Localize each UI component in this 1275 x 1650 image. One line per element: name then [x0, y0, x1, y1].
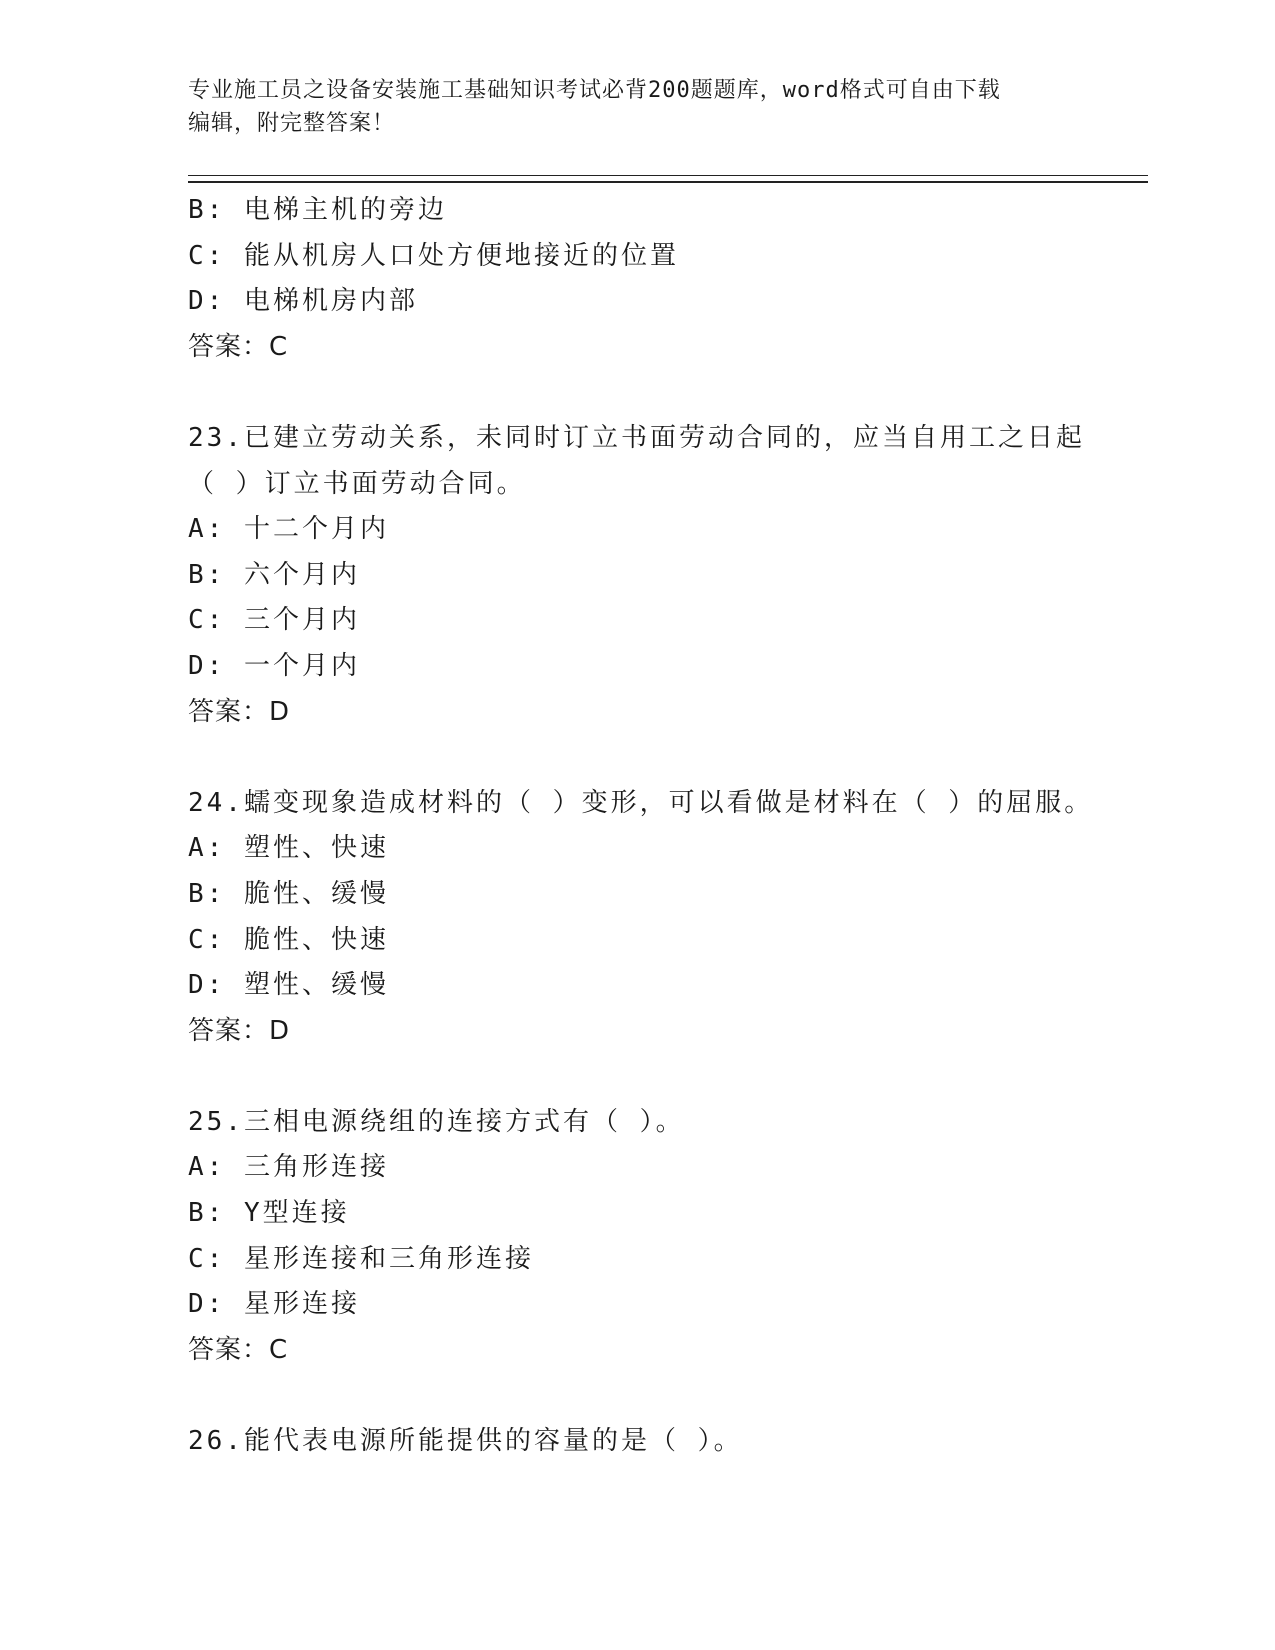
question-block-25: [188, 1100, 1108, 1374]
document-header: [188, 74, 1088, 140]
question-block-24: [188, 781, 1108, 1055]
option-d: D: 塑性、缓慢: [188, 970, 389, 1001]
option-b: B: 脆性、缓慢: [188, 878, 389, 909]
option-d: D: 电梯机房内部: [188, 286, 418, 317]
answer-line: 答案：D: [188, 696, 291, 727]
question-block-23: [188, 416, 1108, 735]
question-spacer: [188, 370, 1108, 416]
question-stem: 26.能代表电源所能提供的容量的是（ ）。: [188, 1426, 743, 1457]
answer-line: 答案：D: [188, 1015, 291, 1046]
answer-line: 答案：C: [188, 1334, 289, 1365]
option-a: A: 塑性、快速: [188, 833, 389, 864]
option-c: C: 能从机房人口处方便地接近的位置: [188, 240, 679, 271]
header-line-2: 编辑，附完整答案！: [188, 111, 396, 136]
question-stem-continued: （ ）订立书面劳动合同。: [188, 468, 526, 499]
option-a: A: 十二个月内: [188, 514, 389, 545]
question-stem: 23.已建立劳动关系，未同时订立书面劳动合同的，应当自用工之日起: [188, 422, 1085, 453]
option-a: A: 三角形连接: [188, 1152, 389, 1183]
option-b: B: 电梯主机的旁边: [188, 195, 447, 225]
option-d: D: 星形连接: [188, 1289, 360, 1320]
question-stem: 25.三相电源绕组的连接方式有（ ）。: [188, 1106, 685, 1137]
question-list: [188, 188, 1108, 1465]
option-c: C: 星形连接和三角形连接: [188, 1243, 534, 1274]
question-spacer: [188, 735, 1108, 781]
option-c: C: 三个月内: [188, 605, 360, 636]
answer-line: 答案：C: [188, 331, 289, 362]
question-block-partial: [188, 188, 1108, 370]
option-b: B: Y型连接: [188, 1198, 350, 1229]
question-spacer: [188, 1054, 1108, 1100]
option-d: D: 一个月内: [188, 650, 360, 681]
question-block-26: [188, 1419, 1108, 1465]
question-stem: 24.蠕变现象造成材料的（ ）变形，可以看做是材料在（ ）的屈服。: [188, 787, 1094, 818]
option-c: C: 脆性、快速: [188, 924, 389, 955]
header-divider-thin: [188, 175, 1148, 176]
question-spacer: [188, 1373, 1108, 1419]
header-divider-thick: [188, 181, 1148, 183]
option-b: B: 六个月内: [188, 559, 360, 590]
header-line-1: 专业施工员之设备安装施工基础知识考试必背200题题库，word格式可自由下载: [188, 78, 1001, 103]
